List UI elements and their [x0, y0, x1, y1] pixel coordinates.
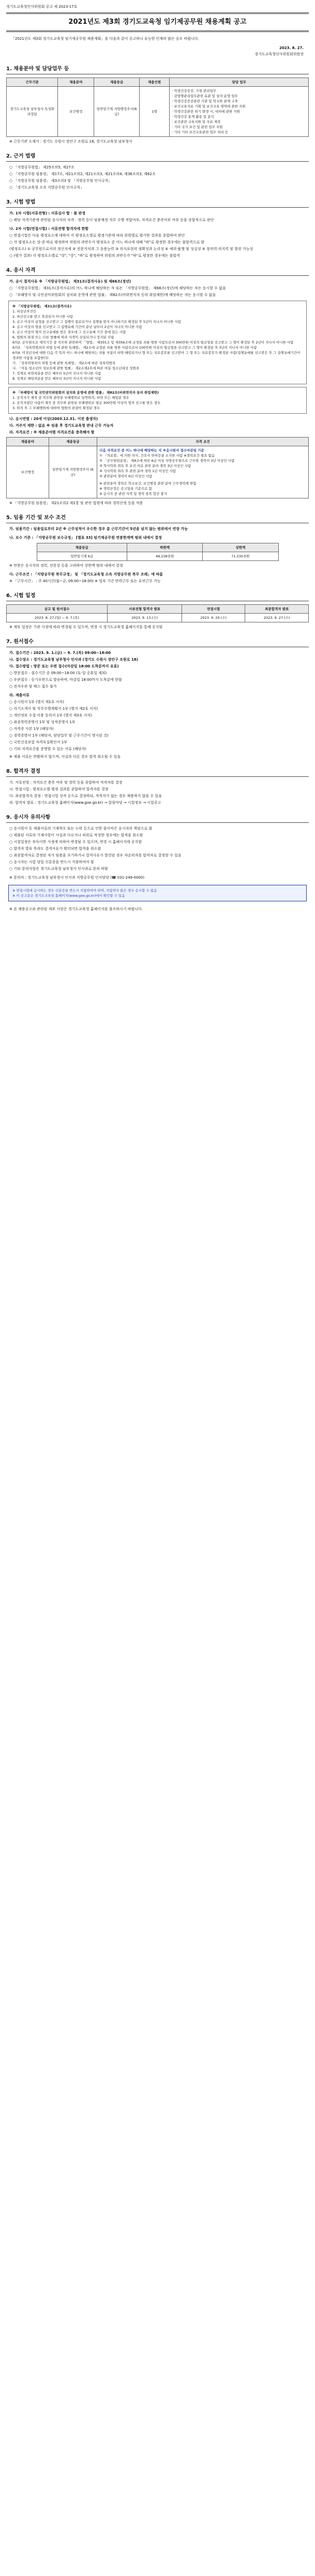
notice-number: 경기도교육청인사위원회 공고 제 2023-17호 — [6, 5, 78, 9]
duty-item: · 학생건강증진관련 기관 및 학교와 관계 구축 — [172, 99, 238, 103]
subheading: 나. 응시연령 : 20세 이상(2003.12.31. 이전 출생자) — [9, 417, 98, 421]
notice-item: ※ 이 공고문은 경기도교육청 홈페이지(www.goe.go.kr)에서 확인할 수 있음 — [12, 894, 125, 898]
section-legal-basis — [6, 153, 309, 191]
location-note: ※ 근무기관 소재지 : 경기도 수원시 장안구 조원로 18, 경기도교육청 남부청사 — [9, 139, 132, 144]
law-item: 3. 금고 이상의 실형을 선고받고 그 집행이 종료되거나 집행을 받지 아니하기로 확정된 후 5년이 지나지 아니한 사람 — [12, 320, 181, 324]
table-cell: 경기도교육청 남부청사 특성화과정팀 — [7, 87, 58, 137]
duty-item: · 보건교육자료 기획 및 보건교육 영역에 관한 지원 — [172, 104, 246, 108]
list-item: ○ 제출된 서류의 기재사항이 사실과 다르거나 허위로 작성한 경우에는 합격을 취소함 — [9, 833, 143, 837]
requirement-item: ① 「의료법」에 의한 의사, 간호사 면허증을 소지한 사람 ※경력요건 필요 없음 — [99, 454, 215, 458]
law-item: 3. 퇴직 후 그 부패행위에 대하여 법원의 판결이 확정된 경우 — [12, 406, 100, 410]
table-header: 담당 업무 — [170, 78, 309, 87]
duty-item: · 보건관련 교육지원 및 자료 제작 — [172, 120, 221, 124]
notes-body — [6, 826, 309, 881]
law-item: 6의4. 미성년자에 대한 다음 각 목의 어느 하나에 해당하는 죄를 저질러 파면·해임되거나 형 또는 치료감호를 선고받아 그 형 또는 치료감호가 확정된 사람(집행유예를 선고받은 후 그 집행유예기간이 경과한 사람을 포함한다) — [12, 351, 301, 360]
table-cell: 2023. 9. 20.(수) — [182, 614, 245, 622]
table-header: 채용분야 — [7, 438, 49, 446]
intro-paragraph: 「2021년도 제3회 경기도교육청 임기제공무원 채용계획」을 다음과 같이 공고하니 유능한 인재의 많은 응모 바랍니다. — [11, 37, 199, 41]
list-item: 라. 제출서류 — [9, 693, 29, 697]
table-cell: 일반임기제 지방행정주사(6급) — [94, 87, 140, 137]
law-item: 6의2. 공무원으로 재직기간 중 직무와 관련하여 「형법」 제355조 및 제356조에 규정된 죄를 범한 사람으로서 300만원 이상의 벌금형을 선고받고 그 형이 확정된 후 2년이 지나지 아니한 사람 — [12, 340, 294, 345]
table-cell: 보건행정 — [7, 446, 49, 498]
section-heading: 8. 합격자 결정 — [6, 768, 309, 777]
table-cell: 일반임기제 지방행정주사 (6급) — [49, 446, 97, 498]
duty-item: · 학생건강 통계 활용 및 분석 — [172, 115, 214, 119]
salary-table — [37, 543, 279, 561]
list-item: ○ 응시원서 1부 (별지 제1호 서식) — [9, 700, 64, 704]
section-heading: 5. 임용 기간 및 보수 조건 — [6, 514, 309, 523]
list-item: ○ 「지방공무원 임용령」 제17조, 제21조의2, 제21조의3, 제21조의4, 제36조의3, 제62조 — [9, 172, 156, 176]
law-item: 6. 법원의 판결 또는 다른 법률에 따라 자격이 상실되거나 정지된 사람 — [12, 335, 114, 339]
list-item: ○ 「지방공무원 임용령」 제3조의3 및 「지방공무원 인사규칙」 — [9, 179, 112, 183]
list-item: ○ 응시자는 시험 당일 신분증을 반드시 지참하여야 함 — [9, 860, 94, 864]
term-pay-body — [6, 526, 309, 541]
signature-block — [6, 45, 309, 57]
disqualification-box — [8, 301, 307, 384]
table-cell: 2023. 8. 27.(일) ~ 9. 7.(목) — [7, 614, 108, 622]
duty-item: · 감염병관리업무관련 유관 및 설치·운영 업무 — [172, 94, 238, 98]
list-item: ○ 방문접수 : 접수기간 중 09:00~18:00 (토·일·공휴일 제외) — [9, 671, 107, 675]
contact-line: ※ 문의처 : 경기도교육청 남부청사 인사과 지방공무원 인사담당 (☎ 031-249-0000) — [9, 876, 145, 880]
list-item: ○ 개인정보 수집·이용 동의서 1부 (별지 제3호 서식) — [9, 713, 92, 717]
requirement-item: ③ 학사학위 취득 후 보건·의료 관련 분야 경력 3년 이상인 사람 — [99, 464, 191, 468]
schedule-table — [6, 604, 309, 622]
section-recruitment-field — [6, 66, 309, 145]
eligibility-bcd — [6, 416, 309, 435]
requirement-note: ※ 관련분야 경력은 학교보건, 보건행정 관련 분야 근무경력에 한함 — [99, 481, 197, 486]
section-heading: 6. 시험 일정 — [6, 592, 309, 601]
important-notice-box — [8, 885, 307, 901]
list-item: ○ 기타 자격요건을 증명할 수 있는 서류 (해당자) — [9, 747, 86, 751]
notice-document — [6, 0, 309, 2576]
list-item: ○ 「지방공무원법」 제25조의5, 제27조 — [9, 165, 74, 169]
duty-item: · 학생건강관련 위기 발생 시, 대처에 관한 지원 — [172, 110, 240, 114]
table-cell: 2023. 9. 27.(수) — [245, 614, 309, 622]
law-item: 1. 피성년후견인 — [12, 309, 36, 314]
section-heading: 9. 응시자 유의사항 — [6, 814, 309, 823]
list-item: 나. 보수 기준 : 「지방공무원 보수규정」 [별표 33] 임기제공무원 연봉한계액 범위 내에서 결정 — [9, 536, 162, 540]
box-title: ※ 「지방공무원법」 제31조(결격사유) — [12, 304, 72, 308]
eligibility-a — [6, 279, 309, 298]
law-item: 6의3. 「성폭력범죄의 처벌 등에 관한 특례법」 제2조에 규정된 죄를 범한 사람으로서 100만원 이상의 벌금형을 선고받고 그 형이 확정된 후 3년이 지나지 아니한 사람 — [12, 346, 257, 350]
list-item: ※ 연봉은 응시자의 경력, 전문성 등을 고려하여 상한액 범위 내에서 결정 — [9, 564, 123, 568]
table-header: 자격 요건 — [97, 438, 309, 446]
law-item: 가. 「성폭력범죄의 처벌 등에 관한 특례법」 제2조에 따른 성폭력범죄 — [12, 361, 115, 365]
table-header: 채용인원 — [139, 78, 169, 87]
list-item: 다. 근무조건 : 「지방공무원 복무규정」 및 「경기도교육청 소속 지방공무원 복무 조례」에 따름 — [9, 572, 163, 576]
section-heading: 4. 응시 자격 — [6, 267, 309, 276]
section-exam-method — [6, 199, 309, 259]
subheading: 가. 공시 결격사유 ※ 「지방공무원법」 제31조(결격사유) 및 제66조(정년) — [9, 279, 131, 284]
list-item: ○ 기타 문의사항은 경기도교육청 남부청사 인사과로 문의 바람 — [9, 867, 108, 871]
list-item: ○ 자기소개서 및 직무수행계획서 1부 (별지 제2호 서식) — [9, 707, 98, 711]
requirements-heading: 다음 자격요건 중 어느 하나에 해당하는 자 ※응시원서 접수마감일 기준 — [99, 448, 204, 452]
list-item: 나. 2차 시험(면접시험) : 서류전형 합격자에 한함 — [9, 227, 89, 231]
section-schedule — [6, 592, 309, 630]
table-header: 하한액 — [127, 543, 203, 552]
table-header: 채용등급 — [94, 78, 140, 87]
table-header: 최종합격자 발표 — [245, 605, 309, 614]
duty-item: · 기타 국가 보건 및 관련 업무 지원 — [172, 125, 223, 129]
list-item: 나. 면접시험 : 평정요소별 평정 결과를 종합하여 합격자를 결정 — [9, 787, 109, 791]
signer-name: 경기도교육청인사위원회위원장 — [254, 52, 304, 56]
list-item: ○ 「부패방지 및 국민권익위원회의 설치와 운영에 관한 법률」 제82조(비위면직자 등의 취업제한)에 해당하는 자는 응시할 수 없음 — [9, 293, 216, 297]
list-item: ○ 「경기도교육청 소속 지방공무원 인사규칙」 — [9, 185, 84, 190]
table-header: 상한액 — [203, 543, 278, 552]
list-item: ○ (평가 결과) 각 평정요소별로 "상", "중", "하"로 평정하며 위원의 과반수가 "하"로 평정한 경우에는 불합격 — [9, 254, 180, 258]
requirement-note: ※ 경력산정은 공고일을 기준으로 함 — [99, 487, 152, 491]
anti-corruption-box — [8, 387, 307, 414]
law-item: 2. 파산선고를 받고 복권되지 아니한 사람 — [12, 315, 73, 319]
notice-date: 2023. 8. 27. — [279, 46, 304, 50]
duty-item: · 학생건강증진, 가점 관리업무 — [172, 89, 217, 93]
legal-list — [6, 165, 309, 191]
list-item: ○ 면접시험은 다음 평정요소에 대하여 각 평정요소별로 평정기준에 따라 위원별로 평가한 결과를 종합하여 판단 — [9, 233, 185, 238]
list-item: ○ 최종학력증명서 1부 및 성적증명서 1부 — [9, 720, 76, 724]
list-item: 가. 접수기간 : 2023. 9. 1.(금) ~ 9. 7.(목) 09:00~18:00 — [9, 651, 111, 655]
list-item: ○ 전자우편 및 팩스 접수 불가 — [9, 684, 57, 689]
requirement-item: ② 「공무원임용령」 제4조에 따른 6급 이상 지방공무원으로 근무한 경력이 3년 이상인 사람 — [99, 459, 235, 463]
requirement-item: ④ 석사학위 취득 후 관련 분야 경력 1년 이상인 사람 — [99, 469, 176, 473]
law-item: 8. 징계로 해임처분을 받은 때부터 3년이 지나지 아니한 사람 — [12, 377, 101, 381]
list-item: (평정요소) ① 공무원으로서의 정신자세 ② 전문지식과 그 응용능력 ③ 의사표현의 정확성과 논리성 ④ 예의·품행 및 성실성 ⑤ 창의력·의지력 및 발전 가능성 — [9, 247, 253, 251]
list-item: 다. 최종합격자 결정 : 면접시험 성적 순으로 결정하되, 적격자가 없는 경우 채용하지 않을 수 있음 — [9, 794, 162, 798]
requirement-note: ※ 응시자 중 관련 자격 및 경력 중복 합산 불가 — [99, 492, 167, 496]
duties-cell — [170, 87, 309, 137]
requirements-footnote: ※ 「지방공무원 임용령」 제21조의2 제1항 및 관련 법령에 따라 경력산정 등을 적용 — [9, 501, 143, 505]
schedule-note: ※ 세부 일정은 기관 사정에 따라 변경될 수 있으며, 변경 시 경기도교육청 홈페이지를 통해 공지함 — [9, 625, 163, 629]
law-item: 2. 공직자였던 사람이 재직 중 직무와 관련된 부패행위로 벌금 300만원 이상의 형의 선고를 받은 경우 — [12, 401, 161, 405]
list-item: 가. 서류전형 : 자격요건 충족 여부 및 경력 등을 종합하여 적격자를 결정 — [9, 780, 123, 785]
requirements-table — [6, 437, 309, 498]
section-heading: 7. 원서접수 — [6, 638, 309, 647]
section-eligibility — [6, 267, 309, 506]
section-heading: 1. 채용분야 및 담당업무 등 — [6, 66, 309, 74]
term-pay-notes — [6, 563, 309, 584]
table-cell: 보건행정 — [58, 87, 94, 137]
list-item: ○ 합격자 발표 후라도 결격사유가 확인되면 합격을 취소함 — [9, 847, 101, 851]
list-item: ○ 시험일정은 부득이한 사정에 의하여 변경될 수 있으며, 변경 시 홈페이지에 공지함 — [9, 840, 142, 844]
list-item: ○ 자격증 사본 1부 (해당자) — [9, 727, 54, 731]
section-notes — [6, 814, 309, 901]
list-item: ○ 「지방공무원법」 제31조(결격사유)의 어느 하나에 해당하는 자 또는 「지방공무원법」 제66조(정년)에 해당하는 자는 응시할 수 없음 — [9, 286, 226, 290]
list-item: 가. 임용기간 : 임용일로부터 2년 ※ 근무성적이 우수한 경우 총 근무기간이 5년을 넘지 않는 범위에서 연장 가능 — [9, 527, 188, 531]
bottom-note: ※ 본 채용공고와 관련된 세부 사항은 경기도교육청 홈페이지를 참조하시기 바랍니다. — [9, 907, 143, 911]
box-title: ※ 「부패방지 및 국민권익위원회의 설치와 운영에 관한 법률」 제82조(비위면직자 등의 취업제한) — [12, 391, 159, 395]
table-header: 공고 및 원서접수 — [7, 605, 108, 614]
table-header: 면접시험 — [182, 605, 245, 614]
section-heading: 3. 시험 방법 — [6, 199, 309, 208]
law-item: 5. 금고 이상의 형의 선고유예를 받은 경우에 그 선고유예 기간 중에 있는 사람 — [12, 330, 126, 334]
list-item: 다. 접수방법 : 방문 또는 우편 접수(마감일 18:00 도착분까지 유효) — [9, 664, 119, 668]
list-item: ○ 국민건강보험 자격득실확인서 1부 — [9, 740, 67, 744]
list-item: ○ 해당 자격기준에 관련된 응시자의 자격 · 경력 등이 임용예정 직무 수행 적합여부, 자격요건 충족여부 여부 등을 종합적으로 판단 — [9, 218, 214, 222]
requirements-cell — [97, 446, 309, 498]
list-item: ※ 「근무시간」 : 주 40시간(월~금, 09:00~18:00) ※ 일부 기간 탄력근무 또는 유연근무 가능 — [9, 579, 161, 583]
list-item: ○ 최종합격자로 결정된 자가 임용을 포기하거나 결격사유가 발견된 경우 차순위자를 합격자로 결정할 수 있음 — [9, 853, 182, 857]
list-item: ※ 제출 서류는 반환하지 않으며, 사실과 다른 경우 합격 취소될 수 있음 — [9, 755, 121, 759]
table-header: 채용등급 — [37, 543, 127, 552]
list-item: 나. 접수장소 : 경기도교육청 남부청사 인사과 (경기도 수원시 장안구 조원로 18) — [9, 658, 138, 662]
law-item: 나. 「아동·청소년의 성보호에 관한 법률」 제2조제2호에 따른 아동·청소년대상 성범죄 — [12, 366, 139, 370]
section-application — [6, 638, 309, 760]
title-text: 2021년도 제3회 경기도교육청 임기제공무원 채용계획 공고 — [68, 18, 247, 26]
table-header: 서류전형 합격자 발표 — [108, 605, 182, 614]
table-cell: 48,158천원 — [127, 552, 203, 561]
list-item: 라. 합격자 발표 : 경기도교육청 홈페이지(www.goe.go.kr) → 알림마당 → 시험정보 → 시험공고 — [9, 801, 161, 805]
table-cell: 일반임기제 6급 — [37, 552, 127, 561]
notice-item: ※ 면접시험에 응시하는 경우 신분증을 반드시 지참하여야 하며, 지참하지 않은 경우 응시할 수 없음 — [12, 888, 157, 893]
section-heading: 2. 근거 법령 — [6, 153, 309, 162]
requirement-item: ⑤ 관련분야 경력이 6년 이상인 사람 — [99, 474, 153, 478]
table-cell: 2023. 9. 13.(수) — [108, 614, 182, 622]
section-pass-decision — [6, 768, 309, 806]
table-cell: 1명 — [139, 87, 169, 137]
recruitment-table — [6, 77, 309, 137]
table-header: 채용분야 — [58, 78, 94, 87]
law-item: 7. 징계로 파면처분을 받은 때부터 5년이 지나지 아니한 사람 — [12, 371, 101, 376]
page-title — [6, 12, 309, 32]
section-term-pay — [6, 514, 309, 584]
law-item: 1. 공직자가 재직 중 직무와 관련된 부패행위로 당연퇴직, 파면 또는 해임된 경우 — [12, 396, 129, 400]
application-body — [6, 650, 309, 760]
list-item: ○ 우편접수 : 등기우편으로 발송하며, 마감일 18:00까지 도착분에 한함 — [9, 678, 122, 682]
subheading: 라. 자격요건 : ※ 채용분야별 자격요건을 충족해야 함 — [9, 430, 95, 434]
duty-item: · 기타 기타 보건교육관련 업무 처리 등 — [172, 130, 228, 134]
table-header: 채용등급 — [49, 438, 97, 446]
law-item: 4. 금고 이상의 형을 선고받고 그 집행유예 기간이 끝난 날부터 2년이 지나지 아니한 사람 — [12, 325, 142, 329]
exam-method-list — [6, 211, 309, 259]
pass-decision-body — [6, 780, 309, 806]
list-item: ○ 응시원서 등 제출서류의 기재착오 또는 누락 등으로 인한 불이익은 응시자의 책임으로 함 — [9, 826, 153, 831]
table-header: 근무기관 — [7, 78, 58, 87]
list-item: 가. 1차 시험(서류전형) : 서류심사 합 · 불 판정 — [9, 211, 86, 215]
list-item: ○ 경력증명서 1부 (해당자, 담당업무 및 근무기간이 명시된 것) — [9, 733, 109, 738]
subheading: 다. 거주지 제한 : 없음 ※ 임용 후 경기도교육청 관내 근무 가능자 — [9, 424, 114, 428]
table-cell: 71,335천원 — [203, 552, 278, 561]
list-item: ○ 각 평정요소는 상·중·하로 평정하며 위원의 과반수가 평정요소 중 어느 하나에 대해 "하"로 평정한 경우에는 불합격으로 함 — [9, 240, 205, 244]
